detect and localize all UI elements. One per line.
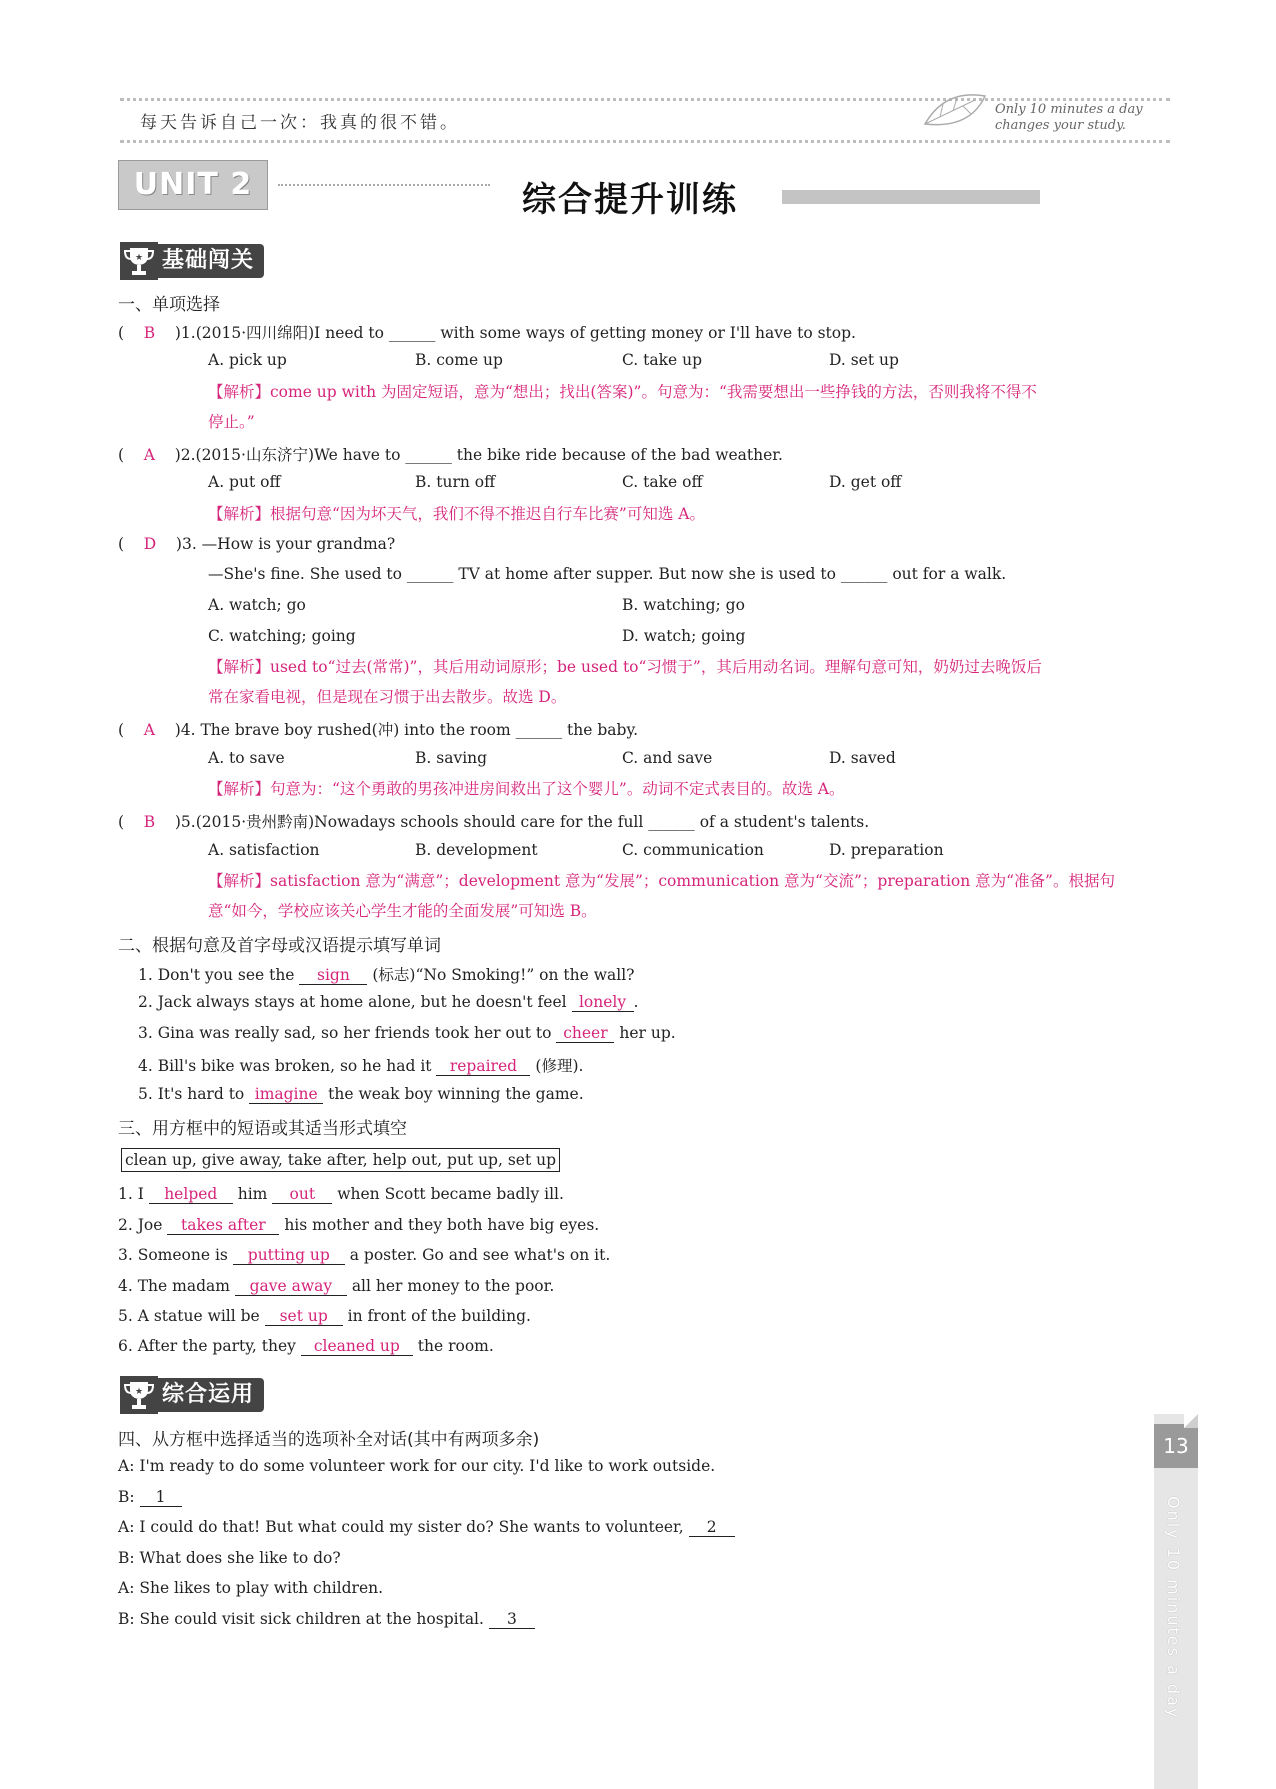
header-dotted-rule [120, 98, 1170, 101]
fill-answer: sign [299, 966, 367, 985]
q1-option-d: D. set up [829, 351, 899, 369]
question-3: ( D )3. —How is your grandma? [118, 535, 396, 553]
fill-answer: lonely [572, 993, 634, 1012]
item-text: a poster. Go and see what's on it. [349, 1246, 611, 1264]
header-dotted-rule-bottom [120, 140, 1170, 143]
q4-option-c: C. and save [622, 749, 713, 767]
item-text: the weak boy winning the game. [328, 1085, 584, 1103]
dialogue-line-3 [118, 1518, 735, 1537]
q5-explanation-cont: 意“如今，学校应该关心学生才能的全面发展”可知选 B。 [208, 902, 597, 920]
item-text: 4. Bill's bike was broken, so he had it [138, 1057, 432, 1075]
part3-heading: 三、用方框中的短语或其适当形式填空 [118, 1119, 407, 1139]
svg-text:★: ★ [134, 1387, 144, 1397]
q1-option-b: B. come up [415, 351, 503, 369]
q5-option-c: C. communication [622, 841, 764, 859]
q4-explanation: 【解析】句意为：“这个勇敢的男孩冲进房间救出了这个婴儿”。动词不定式表目的。故选 A。 [208, 780, 845, 798]
q2-answer: A [143, 446, 155, 464]
q3-explanation: 【解析】used to“过去(常常)”，其后用动词原形；be used to“习惯于”，其后用动名词。理解句意可知，奶奶过去晚饭后 [208, 658, 1042, 676]
item-text: 5. It's hard to [138, 1085, 245, 1103]
dialogue-text: B: She could visit sick children at the hospital. [118, 1610, 484, 1628]
leaf-icon [915, 84, 995, 142]
q5-option-a: A. satisfaction [208, 841, 320, 859]
part2-item-5 [138, 1085, 584, 1104]
item-text: 1. I [118, 1185, 144, 1203]
question-4: ( A )4. The brave boy rushed(冲) into the room ______ the baby. [118, 721, 639, 739]
fill-answer: putting up [233, 1246, 345, 1265]
dialogue-line-6 [118, 1610, 535, 1629]
item-text: 3. Gina was really sad, so her friends took her out to [138, 1024, 552, 1042]
part2-item-4 [138, 1054, 583, 1076]
q4-text: )4. The brave boy rushed(冲) into the room ______ the baby. [174, 721, 639, 739]
fill-answer: set up [265, 1307, 343, 1326]
header-tagline [995, 102, 1143, 134]
q5-option-b: B. development [415, 841, 538, 859]
title-bar [782, 190, 1040, 204]
dialogue-text: B: [118, 1488, 135, 1506]
part3-item-4 [118, 1277, 554, 1296]
item-text: 3. Someone is [118, 1246, 228, 1264]
q4-option-d: D. saved [829, 749, 896, 767]
q2-option-b: B. turn off [415, 473, 496, 491]
q5-option-d: D. preparation [829, 841, 944, 859]
item-text: her up. [619, 1024, 676, 1042]
vertical-tagline: Only 10 minutes a day [1164, 1496, 1183, 1720]
q1-option-c: C. take up [622, 351, 703, 369]
header-motto: 每天告诉自己一次：我真的很不错。 [140, 113, 460, 133]
q3-option-c: C. watching; going [208, 627, 356, 645]
dialogue-blank: 1 [140, 1488, 182, 1507]
fill-answer: takes after [167, 1216, 279, 1235]
section-basic [120, 242, 264, 280]
q3-answer: D [143, 535, 157, 553]
q4-answer: A [143, 721, 155, 739]
q2-option-c: C. take off [622, 473, 703, 491]
dialogue-line-4 [118, 1549, 341, 1567]
item-text: when Scott became badly ill. [337, 1185, 564, 1203]
unit-badge: UNIT 2 [118, 160, 268, 210]
dialogue-blank: 2 [689, 1518, 735, 1537]
part3-item-6 [118, 1337, 494, 1356]
part3-item-3 [118, 1246, 610, 1265]
page-title: 综合提升训练 [522, 180, 738, 220]
item-text: 2. Joe [118, 1216, 163, 1234]
svg-text:★: ★ [134, 253, 144, 263]
q3-option-b: B. watching; go [622, 596, 745, 614]
q2-text: )2.(2015·山东济宁)We have to ______ the bike ride because of the bad weather. [174, 446, 783, 464]
part3-item-5 [118, 1307, 531, 1326]
title-dotted-rule [278, 184, 490, 186]
q1-option-a: A. pick up [208, 351, 287, 369]
fill-answer: gave away [235, 1277, 347, 1296]
fill-answer: imagine [249, 1085, 323, 1104]
q5-answer: B [143, 813, 156, 831]
dialogue-blank: 3 [489, 1610, 535, 1629]
part2-item-3 [138, 1024, 676, 1043]
fill-answer: cheer [556, 1024, 614, 1043]
fill-answer: helped [149, 1185, 233, 1204]
item-text: him [237, 1185, 268, 1203]
section-comprehensive-label: 综合运用 [154, 1378, 264, 1412]
item-text: the room. [417, 1337, 494, 1355]
q1-answer: B [143, 324, 156, 342]
q2-explanation: 【解析】根据句意“因为坏天气，我们不得不推迟自行车比赛”可知选 A。 [208, 505, 705, 523]
dialogue-line-1 [118, 1457, 715, 1475]
part4-heading: 四、从方框中选择适当的选项补全对话(其中有两项多余) [118, 1430, 540, 1450]
item-text: in front of the building. [347, 1307, 531, 1325]
tagline-line-2: changes your study. [995, 118, 1126, 133]
q4-option-b: B. saving [415, 749, 488, 767]
q1-explanation-cont: 停止。” [208, 413, 255, 431]
item-text: 1. Don't you see the [138, 966, 295, 984]
q1-explanation: 【解析】come up with 为固定短语，意为“想出；找出(答案)”。句意为：“我需要想出一些挣钱的方法，否则我将不得不 [208, 383, 1037, 401]
question-2: ( A )2.(2015·山东济宁)We have to ______ the bike ride because of the bad weather. [118, 446, 783, 464]
page-number: 13 [1154, 1424, 1198, 1468]
part1-heading: 一、单项选择 [118, 295, 220, 315]
question-5: ( B )5.(2015·贵州黔南)Nowadays schools should care for the full ______ of a student's talents. [118, 813, 870, 831]
q3-option-a: A. watch; go [208, 596, 306, 614]
item-text: (修理). [535, 1057, 584, 1075]
trophy-icon [120, 242, 158, 280]
fill-answer: out [272, 1185, 332, 1204]
dialogue-text: A: I could do that! But what could my sister do? She wants to volunteer, [118, 1518, 684, 1536]
question-1: ( B )1.(2015·四川绵阳)I need to ______ with some ways of getting money or I'll have to stop. [118, 324, 856, 342]
item-text: . [633, 993, 639, 1011]
item-text: 6. After the party, they [118, 1337, 296, 1355]
section-comprehensive [120, 1376, 264, 1414]
fill-answer: repaired [436, 1057, 530, 1076]
fill-answer: cleaned up [301, 1337, 413, 1356]
q2-option-a: A. put off [208, 473, 281, 491]
part2-item-2 [138, 993, 638, 1012]
section-basic-label: 基础闯关 [154, 244, 264, 278]
item-text: 4. The madam [118, 1277, 230, 1295]
q5-explanation: 【解析】satisfaction 意为“满意”；development 意为“发展”；communication 意为“交流”；preparation 意为“准备”。根据句 [208, 872, 1115, 890]
part3-item-1 [118, 1185, 564, 1204]
q5-text: )5.(2015·贵州黔南)Nowadays schools should care for the full ______ of a student's talents. [174, 813, 870, 831]
q4-option-a: A. to save [208, 749, 285, 767]
dialogue-line-2 [118, 1488, 182, 1507]
dialogue-line-5 [118, 1579, 383, 1597]
dialogue-text: A: She likes to play with children. [118, 1579, 384, 1597]
item-text: all her money to the poor. [351, 1277, 555, 1295]
dialogue-text: A: I'm ready to do some volunteer work for our city. I'd like to work outside. [118, 1457, 716, 1475]
item-text: 5. A statue will be [118, 1307, 260, 1325]
q2-option-d: D. get off [829, 473, 902, 491]
item-text: (标志)“No Smoking!” on the wall? [372, 966, 635, 984]
q3-option-d: D. watch; going [622, 627, 746, 645]
trophy-icon [120, 1376, 158, 1414]
part2-item-1 [138, 963, 634, 985]
q1-text: )1.(2015·四川绵阳)I need to ______ with some ways of getting money or I'll have to stop. [174, 324, 856, 342]
q3-explanation-cont: 常在家看电视，但是现在习惯于出去散步。故选 D。 [208, 688, 567, 706]
part2-heading: 二、根据句意及首字母或汉语提示填写单词 [118, 936, 441, 956]
item-text: his mother and they both have big eyes. [284, 1216, 600, 1234]
dialogue-text: B: What does she like to do? [118, 1549, 341, 1567]
q3-text: )3. —How is your grandma? [175, 535, 396, 553]
q3-text-line-2: —She's fine. She used to ______ TV at home after supper. But now she is used to ______ out for a walk. [208, 565, 1007, 583]
part3-item-2 [118, 1216, 599, 1235]
phrase-box: clean up, give away, take after, help out, put up, set up [121, 1148, 560, 1172]
item-text: 2. Jack always stays at home alone, but he doesn't feel [138, 993, 567, 1011]
page-corner-fold [1184, 1414, 1198, 1428]
tagline-line-1: Only 10 minutes a day [995, 102, 1143, 117]
